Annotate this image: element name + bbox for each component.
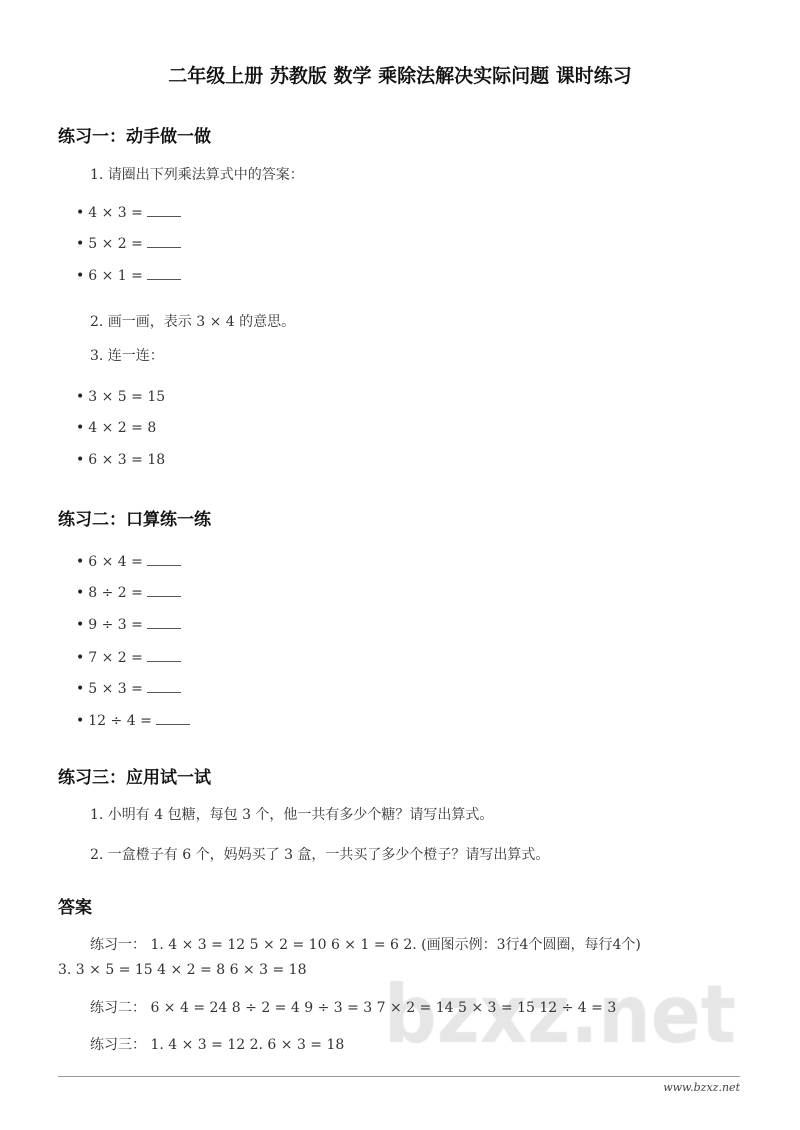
answer-blank bbox=[147, 582, 181, 597]
watermark bbox=[380, 975, 740, 1075]
list-item bbox=[76, 678, 181, 699]
equation: 6 × 1 = bbox=[88, 268, 143, 284]
answer-blank bbox=[147, 233, 181, 248]
answer-blank bbox=[147, 202, 181, 217]
question: 2. 画一画，表示 3 × 4 的意思。 bbox=[90, 314, 296, 330]
list-item bbox=[76, 710, 190, 731]
list-item bbox=[76, 614, 181, 635]
section-heading-ex2: 练习二：口算练一练 bbox=[58, 510, 211, 530]
equation: 6 × 4 = bbox=[88, 554, 143, 570]
equation: 7 × 2 = bbox=[88, 650, 143, 666]
footer-url: www.bzxz.net bbox=[663, 1081, 740, 1094]
question: 1. 请圈出下列乘法算式中的答案： bbox=[90, 167, 304, 183]
answer-line: 练习一： 1. 4 × 3 = 12 5 × 2 = 10 6 × 1 = 6 2. (画图示例：3行4个圆圈，每行4个) bbox=[90, 937, 641, 953]
equation: 12 ÷ 4 = bbox=[88, 713, 152, 729]
answer-line: 练习二： 6 × 4 = 24 8 ÷ 2 = 4 9 ÷ 3 = 3 7 × 2 = 14 5 × 3 = 15 12 ÷ 4 = 3 bbox=[90, 1000, 617, 1016]
list-item: • 6 × 3 = 18 bbox=[76, 450, 165, 470]
answer-blank bbox=[156, 710, 190, 725]
equation: 5 × 3 = bbox=[88, 681, 143, 697]
answer-blank bbox=[147, 647, 181, 662]
list-item: • 4 × 2 = 8 bbox=[76, 418, 156, 438]
equation: 4 × 3 = bbox=[88, 205, 143, 221]
equation: 8 ÷ 2 = bbox=[88, 585, 143, 601]
section-heading-ex1: 练习一：动手做一做 bbox=[58, 127, 211, 147]
list-item bbox=[76, 647, 181, 668]
question: 2. 一盒橙子有 6 个，妈妈买了 3 盒，一共买了多少个橙子？请写出算式。 bbox=[90, 847, 550, 863]
answer-blank bbox=[147, 614, 181, 629]
list-item bbox=[76, 202, 181, 223]
answer-blank bbox=[147, 265, 181, 280]
section-heading-ex3: 练习三：应用试一试 bbox=[58, 768, 211, 788]
answer-line: 练习三： 1. 4 × 3 = 12 2. 6 × 3 = 18 bbox=[90, 1037, 345, 1053]
list-item bbox=[76, 233, 181, 254]
answer-blank bbox=[147, 678, 181, 693]
list-item bbox=[76, 551, 181, 572]
question: 3. 连一连： bbox=[90, 348, 164, 364]
answers-heading: 答案 bbox=[58, 898, 92, 918]
list-item bbox=[76, 265, 181, 286]
page-title: 二年级上册 苏教版 数学 乘除法解决实际问题 课时练习 bbox=[168, 65, 632, 87]
answer-line: 3. 3 × 5 = 15 4 × 2 = 8 6 × 3 = 18 bbox=[58, 962, 307, 978]
answer-blank bbox=[147, 551, 181, 566]
equation: 5 × 2 = bbox=[88, 236, 143, 252]
list-item bbox=[76, 582, 181, 603]
footer-divider bbox=[58, 1076, 740, 1077]
equation: 9 ÷ 3 = bbox=[88, 617, 143, 633]
question: 1. 小明有 4 包糖，每包 3 个，他一共有多少个糖？请写出算式。 bbox=[90, 807, 494, 823]
list-item: • 3 × 5 = 15 bbox=[76, 387, 165, 407]
